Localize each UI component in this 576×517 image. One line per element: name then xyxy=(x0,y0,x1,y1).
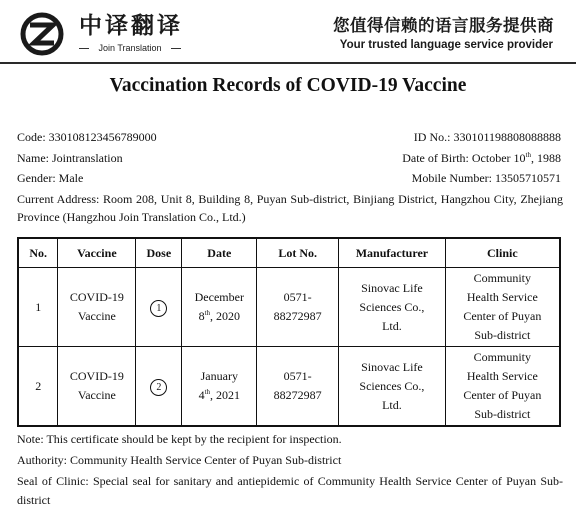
cell-date xyxy=(182,347,257,427)
letterhead xyxy=(0,0,576,64)
cell-manufacturer xyxy=(339,347,446,427)
cell-clinic xyxy=(445,347,560,427)
slogan-en: Your trusted language service provider xyxy=(339,39,553,51)
manufacturer-line: Ltd. xyxy=(382,318,402,333)
cell-vaccine xyxy=(58,347,136,427)
dob-suffix-ordinal: th xyxy=(525,151,531,159)
date-month: December xyxy=(194,290,244,304)
clinic-line: Community xyxy=(473,271,532,285)
date-year: , 2020 xyxy=(210,309,241,323)
header-manufacturer: Manufacturer xyxy=(339,238,446,268)
table-header-row xyxy=(18,238,560,268)
gender-field: Gender: Male xyxy=(17,171,84,185)
vaccine-line: COVID-19 xyxy=(69,369,124,383)
lot-line: 0571- xyxy=(283,290,312,304)
manufacturer-line: Ltd. xyxy=(382,397,402,412)
manufacturer-line: Sinovac Life xyxy=(361,280,423,295)
clinic-line: Center of Puyan xyxy=(463,388,542,402)
clinic-line: Sub-district xyxy=(474,328,531,342)
cell-dose xyxy=(136,268,182,347)
header-date: Date xyxy=(182,238,257,268)
header-clinic: Clinic xyxy=(445,238,560,268)
date-ordinal: th xyxy=(204,309,211,317)
cell-no: 1 xyxy=(18,268,58,347)
code-field: Code: 330108123456789000 xyxy=(17,130,157,144)
seal-text: Seal of Clinic: Special seal for sanitary and antiepidemic of Community Health Service Center of Puyan Sub-district xyxy=(17,474,563,507)
clinic-line: Sub-district xyxy=(474,407,531,421)
clinic-line: Center of Puyan xyxy=(463,309,542,323)
mobile-field: Mobile Number: 13505710571 xyxy=(411,171,561,185)
cell-lot-no xyxy=(257,268,339,347)
vaccine-line: Vaccine xyxy=(77,309,116,323)
date-day: 4 xyxy=(198,388,205,402)
header-lot-no: Lot No. xyxy=(257,238,339,268)
date-of-birth-field xyxy=(402,150,561,166)
dob-prefix: Date of Birth: October 10 xyxy=(402,151,526,165)
cell-manufacturer xyxy=(339,268,446,347)
name-field: Name: Jointranslation xyxy=(17,151,123,165)
authority-text: Authority: Community Health Service Center of Puyan Sub-district xyxy=(17,453,342,467)
dose-number: 1 xyxy=(150,300,167,317)
header-vaccine: Vaccine xyxy=(58,238,136,268)
clinic-line: Community xyxy=(473,350,532,364)
manufacturer-line: Sciences Co., xyxy=(359,378,425,393)
cell-vaccine xyxy=(58,268,136,347)
cell-clinic xyxy=(445,268,560,347)
vaccine-line: COVID-19 xyxy=(69,290,124,304)
lot-line: 88272987 xyxy=(273,309,322,323)
brand-name-en: Join Translation xyxy=(98,43,162,53)
brand-name-cn: 中译翻译 xyxy=(79,13,183,39)
table-row xyxy=(18,268,560,347)
manufacturer-line: Sinovac Life xyxy=(361,359,423,374)
clinic-line: Health Service xyxy=(466,290,538,304)
lot-line: 88272987 xyxy=(273,388,322,402)
manufacturer-line: Sciences Co., xyxy=(359,299,425,314)
join-translation-logo-icon xyxy=(20,12,64,56)
date-month: January xyxy=(200,369,238,383)
date-year: , 2021 xyxy=(210,388,241,402)
clinic-line: Health Service xyxy=(466,369,538,383)
document-title: Vaccination Records of COVID-19 Vaccine xyxy=(109,75,467,96)
header-divider xyxy=(0,62,576,64)
cell-lot-no xyxy=(257,347,339,427)
id-number-field: ID No.: 330101198808088888 xyxy=(413,130,561,144)
table-row xyxy=(18,347,560,427)
slogan-cn: 您值得信赖的语言服务提供商 xyxy=(333,16,554,35)
brand-name-en-wrap xyxy=(79,42,181,54)
vaccine-line: Vaccine xyxy=(77,388,116,402)
date-ordinal: th xyxy=(204,388,211,396)
cell-no: 2 xyxy=(18,347,58,427)
cell-date xyxy=(182,268,257,347)
date-day: 8 xyxy=(198,309,205,323)
dose-number: 2 xyxy=(150,379,167,396)
dob-year: , 1988 xyxy=(531,151,561,165)
address-field: Current Address: Room 208, Unit 8, Building 8, Puyan Sub-district, Binjiang District, Hangzhou City, Zhejiang Province (Hangzhou Join Translation Co., Ltd.) xyxy=(17,192,563,224)
cell-dose xyxy=(136,347,182,427)
vaccination-table xyxy=(17,237,561,427)
lot-line: 0571- xyxy=(283,369,312,383)
header-dose: Dose xyxy=(136,238,182,268)
header-no: No. xyxy=(18,238,58,268)
note-text: Note: This certificate should be kept by the recipient for inspection. xyxy=(17,432,342,446)
